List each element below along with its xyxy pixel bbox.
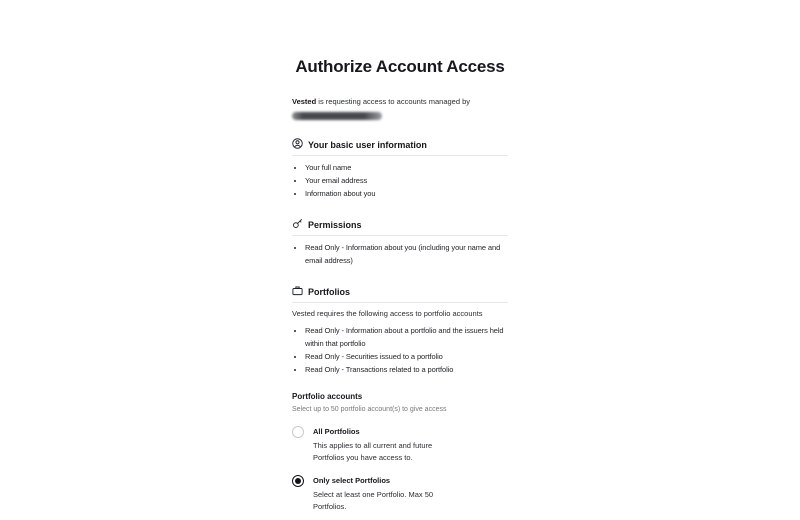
- user-circle-icon: [292, 138, 303, 149]
- section-portfolios-title: Portfolios: [308, 287, 350, 297]
- briefcase-icon: [292, 285, 303, 296]
- radio-option-text: [313, 475, 455, 513]
- section-permissions-header: [292, 220, 508, 236]
- list-item: • Read Only - Information about you (including your name and email address): [305, 241, 508, 267]
- list-item: • Read Only - Securities issued to a portfolio: [305, 350, 508, 363]
- page-title: Authorize Account Access: [295, 57, 505, 76]
- section-user-info: [292, 140, 508, 200]
- request-text: is requesting access to accounts managed by: [316, 97, 471, 106]
- section-user-info-header: [292, 140, 508, 156]
- radio-option-text: [313, 426, 455, 464]
- list-item: • Information about you: [305, 187, 508, 200]
- list-item: • Read Only - Information about a portfolio and the issuers held within that portfolio: [305, 324, 508, 350]
- section-user-info-title: Your basic user information: [308, 140, 427, 150]
- list-item: • Your full name: [305, 161, 508, 174]
- portfolios-description: Vested requires the following access to portfolio accounts: [292, 309, 483, 318]
- requester-name: Vested: [292, 97, 317, 106]
- radio-button-only-select-portfolios[interactable]: [292, 475, 304, 487]
- list-item: • Your email address: [305, 174, 508, 187]
- radio-option-all-portfolios[interactable]: [292, 426, 508, 464]
- permissions-list: [292, 241, 508, 267]
- radio-option-only-select-portfolios[interactable]: [292, 475, 508, 513]
- radio-label: All Portfolios: [313, 427, 360, 436]
- section-portfolios-header: [292, 287, 508, 303]
- request-subtitle: [292, 96, 508, 107]
- portfolio-accounts-subheading: Select up to 50 portfolio account(s) to give access: [292, 406, 447, 413]
- portfolio-accounts-block: [292, 391, 508, 520]
- section-permissions: [292, 220, 508, 267]
- radio-description: Select at least one Portfolio. Max 50 Portfolios.: [313, 490, 434, 511]
- redacted-org-name: [292, 112, 382, 120]
- authorize-access-page: [292, 0, 508, 520]
- user-info-list: [292, 161, 508, 200]
- radio-button-all-portfolios[interactable]: [292, 426, 304, 438]
- section-portfolios: [292, 287, 508, 376]
- portfolio-accounts-heading: Portfolio accounts: [292, 392, 363, 401]
- section-permissions-title: Permissions: [308, 220, 362, 230]
- radio-label: Only select Portfolios: [313, 476, 391, 485]
- portfolios-list: [292, 324, 508, 376]
- radio-description: This applies to all current and future Portfolios you have access to.: [313, 441, 433, 462]
- list-item: • Read Only - Transactions related to a portfolio: [305, 363, 508, 376]
- key-icon: [292, 218, 303, 229]
